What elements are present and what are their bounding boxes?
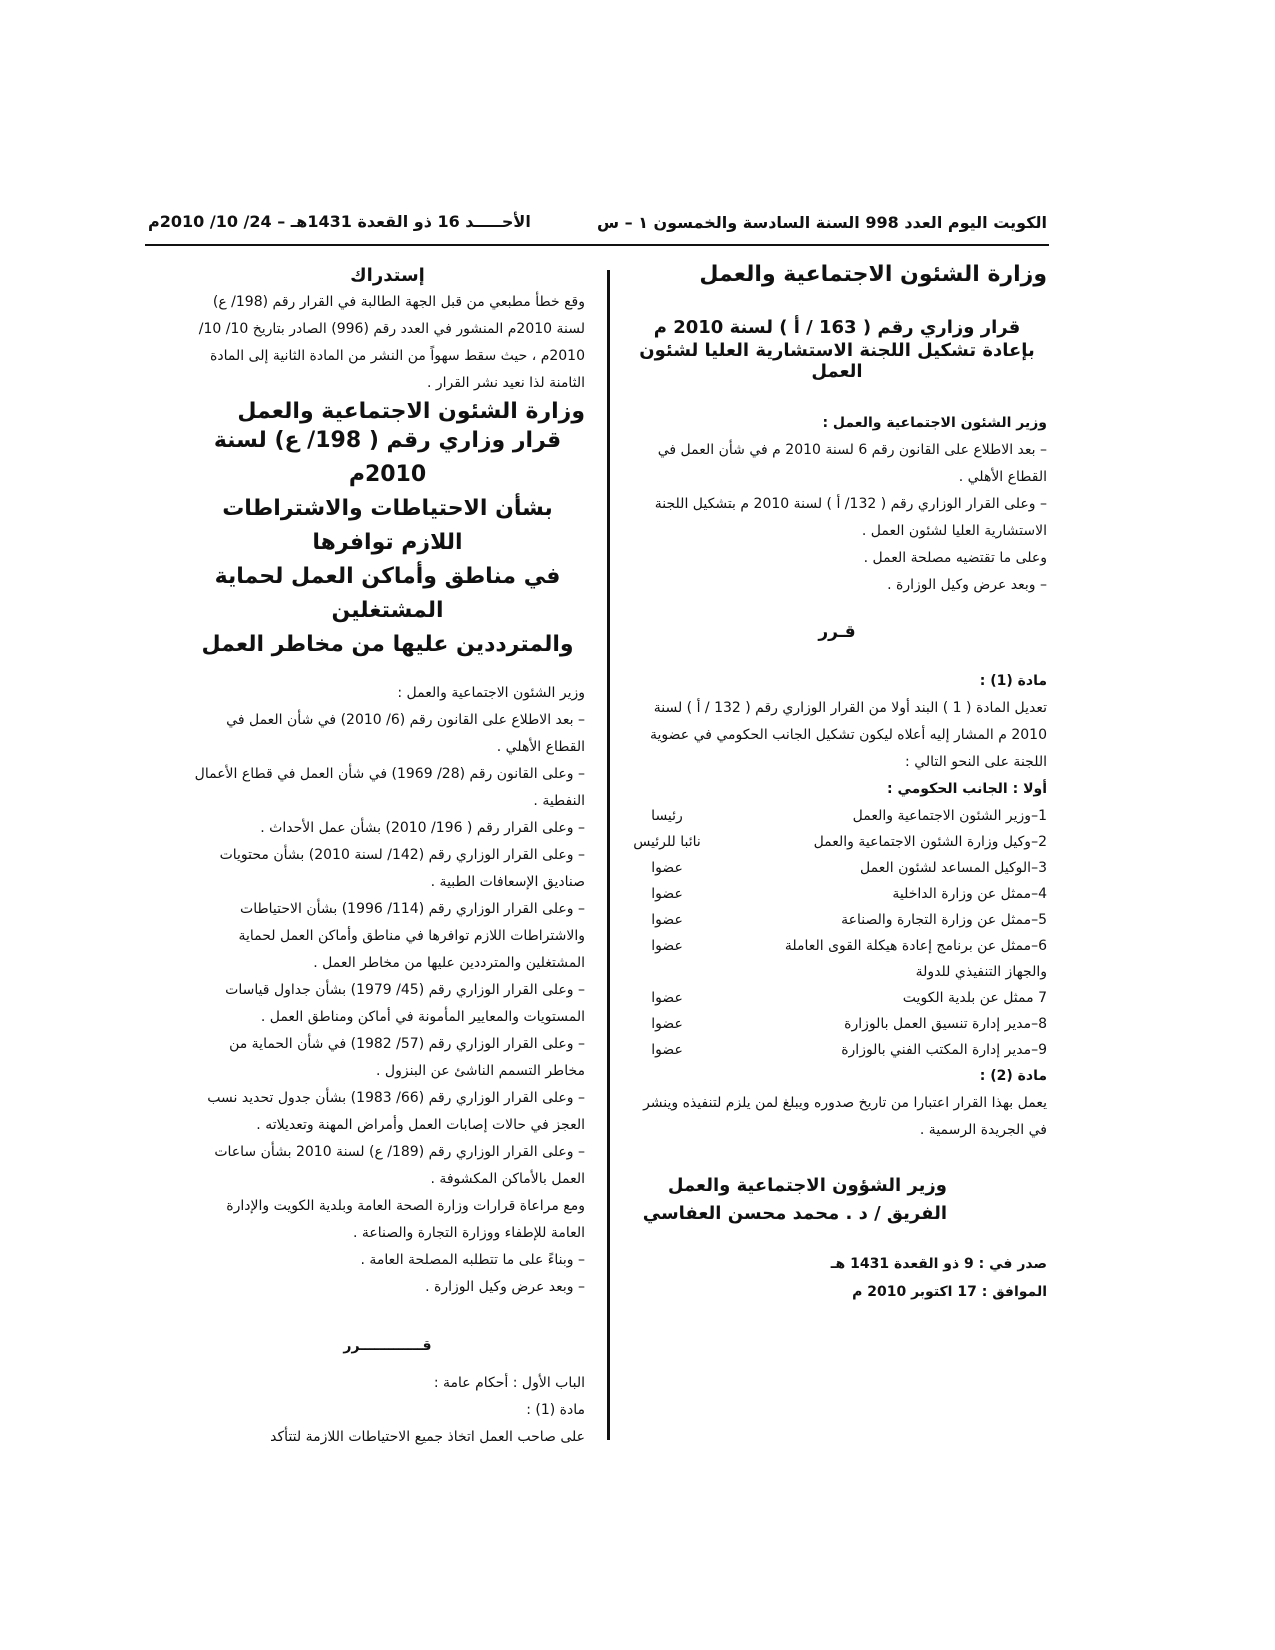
preamble-item: – وعلى القرار الوزاري رقم (66/ 1983) بشأن جدول تحديد نسب العجز في حالات إصابات العمل وأمراض المهنة وتعديلاته . [207, 1090, 585, 1133]
decree-subject-line: والمترددين عليها من مخاطر العمل [201, 632, 574, 657]
member-role: عضوا [651, 1016, 683, 1032]
preamble-item: – وعلى القرار الوزاري رقم (142/ لسنة 2010) بشأن محتويات صناديق الإسعافات الطبية . [219, 847, 585, 890]
article-text: تعديل المادة ( 1 ) البند أولا من القرار الوزاري رقم ( 132 / أ ) لسنة 2010 م المشار إليه أعلاه ليكون تشكيل الجانب الحكومي في عضوية اللجنة على النحو التالي : [650, 700, 1047, 770]
decree-subject: بإعادة تشكيل اللجنة الاستشارية العليا لشئون العمل [639, 340, 1035, 382]
preamble-item: – وعلى القرار الوزاري رقم (57/ 1982) في شأن الحماية من مخاطر التسمم الناشئ عن البنزول . [229, 1036, 585, 1079]
member-row [627, 1037, 1047, 1063]
right-column [627, 262, 1047, 1306]
member-role: عضوا [651, 990, 683, 1006]
decided-heading: قـرر [818, 622, 856, 642]
member-row [627, 907, 1047, 933]
decree-subject-line: في مناطق وأماكن العمل لحماية المشتغلين [214, 564, 561, 623]
preamble-item: – وعلى القرار رقم ( 196/ 2010) بشأن عمل الأحداث . [260, 820, 585, 836]
preamble-item: – وبعد عرض وكيل الوزارة . [425, 1279, 585, 1295]
member-name: 7 ممثل عن بلدية الكويت [902, 990, 1047, 1006]
decree-title: قرار وزاري رقم ( 163 / أ ) لسنة 2010 م [653, 317, 1021, 338]
member-row [627, 829, 1047, 855]
issued-date: صدر في : 9 ذو القعدة 1431 هـ [830, 1256, 1047, 1272]
gov-side-heading: أولا : الجانب الحكومي : [887, 781, 1047, 797]
chapter-heading: الباب الأول : أحكام عامة : [433, 1375, 585, 1391]
header-divider [145, 244, 1049, 246]
member-role: عضوا [651, 1042, 683, 1058]
member-name: 4–ممثل عن وزارة الداخلية [892, 886, 1047, 902]
member-role: رئيسا [651, 808, 683, 824]
member-role: عضوا [651, 860, 683, 876]
member-role: عضوا [651, 912, 683, 928]
signature-title: وزير الشؤون الاجتماعية والعمل [667, 1175, 947, 1196]
preamble-item: – بعد الاطلاع على القانون رقم (6/ 2010) في شأن العمل في القطاع الأهلي . [226, 712, 585, 755]
member-row [627, 855, 1047, 881]
preamble-item: – وبعد عرض وكيل الوزارة . [887, 577, 1047, 593]
member-name: 6–ممثل عن برنامج إعادة هيكلة القوى العاملة والجهاز التنفيذي للدولة [784, 938, 1047, 980]
member-row [627, 803, 1047, 829]
member-name: 3–الوكيل المساعد لشئون العمل [860, 860, 1047, 876]
member-row [627, 881, 1047, 907]
left-column [190, 262, 585, 1451]
header-date: الأحـــــد 16 ذو القعدة 1431هـ – 24/ 10/ 2010م [148, 212, 531, 231]
correction-title: إستدراك [350, 265, 425, 286]
member-name: 9–مدير إدارة المكتب الفني بالوزارة [841, 1042, 1047, 1058]
article-heading: مادة (2) : [979, 1068, 1047, 1084]
member-role: نائبا للرئيس [633, 834, 701, 850]
member-name: 1–وزير الشئون الاجتماعية والعمل [852, 808, 1047, 824]
member-row [627, 933, 1047, 985]
corresponding-date: الموافق : 17 اكتوبر 2010 م [852, 1284, 1047, 1300]
correction-text: وقع خطأ مطبعي من قبل الجهة الطالبة في القرار رقم (198/ ع) لسنة 2010م المنشور في العدد رقم (996) الصادر بتاريخ 10/ 10/ 2010م ، حيث سقط سهواً من النشر من المادة الثانية إلى المادة الثامنة لذا نعيد نشر القرار . [198, 294, 585, 391]
decree-subject-line: بشأن الاحتياطات والاشتراطات اللازم توافرها [222, 496, 553, 555]
member-role: عضوا [651, 886, 683, 902]
decided-heading: قـــــــــــــرر [343, 1338, 432, 1354]
member-name: 5–ممثل عن وزارة التجارة والصناعة [841, 912, 1047, 928]
preamble-item: – وبناءً على ما تتطلبه المصلحة العامة . [360, 1252, 585, 1268]
preamble-item: – وعلى القرار الوزاري رقم ( 132/ أ ) لسنة 2010 م بتشكيل اللجنة الاستشارية العليا لشئون العمل . [654, 496, 1047, 539]
preamble-item: – وعلى القانون رقم (28/ 1969) في شأن العمل في قطاع الأعمال النفطية . [194, 766, 585, 809]
preamble-item: ومع مراعاة قرارات وزارة الصحة العامة وبلدية الكويت والإدارة العامة للإطفاء ووزارة التجارة والصناعة . [226, 1198, 585, 1241]
ministry-heading: وزارة الشئون الاجتماعية والعمل [699, 262, 1047, 287]
member-name: 8–مدير إدارة تنسيق العمل بالوزارة [844, 1016, 1047, 1032]
preamble-item: وعلى ما تقتضيه مصلحة العمل . [863, 550, 1047, 566]
minister-intro: وزير الشئون الاجتماعية والعمل : [397, 685, 585, 701]
member-row [627, 985, 1047, 1011]
preamble-item: – وعلى القرار الوزاري رقم (45/ 1979) بشأن جداول قياسات المستويات والمعايير المأمونة في أماكن ومناطق العمل . [225, 982, 585, 1025]
signature-name: الفريق / د . محمد محسن العفاسي [642, 1203, 947, 1224]
member-name: 2–وكيل وزارة الشئون الاجتماعية والعمل [813, 834, 1047, 850]
preamble-item: – وعلى القرار الوزاري رقم (114/ 1996) بشأن الاحتياطات والاشتراطات اللازم توافرها في مناطق وأماكن العمل لحماية المشتغلين والمترددين عليها من مخاطر العمل . [238, 901, 585, 971]
ministry-heading: وزارة الشئون الاجتماعية والعمل [237, 399, 585, 424]
preamble-item: – بعد الاطلاع على القانون رقم 6 لسنة 2010 م في شأن العمل في القطاع الأهلي . [657, 442, 1047, 485]
article-text: على صاحب العمل اتخاذ جميع الاحتياطات اللازمة لتتأكد [270, 1429, 585, 1445]
column-divider [607, 270, 610, 1440]
decree-title: قرار وزاري رقم ( 198/ ع) لسنة 2010م [213, 428, 562, 487]
article-heading: مادة (1) : [526, 1402, 585, 1418]
article-heading: مادة (1) : [979, 673, 1047, 689]
header-issue-info: الكويت اليوم العدد 998 السنة السادسة والخمسون ١ – س [596, 213, 1047, 232]
member-row [627, 1011, 1047, 1037]
minister-intro: وزير الشئون الاجتماعية والعمل : [822, 415, 1047, 431]
article-text: يعمل بهذا القرار اعتبارا من تاريخ صدوره ويبلغ لمن يلزم لتنفيذه وينشر في الجريدة الرسمية . [643, 1095, 1047, 1138]
member-role: عضوا [651, 938, 683, 954]
preamble-item: – وعلى القرار الوزاري رقم (189/ ع) لسنة 2010 بشأن ساعات العمل بالأماكن المكشوفة . [214, 1144, 585, 1187]
